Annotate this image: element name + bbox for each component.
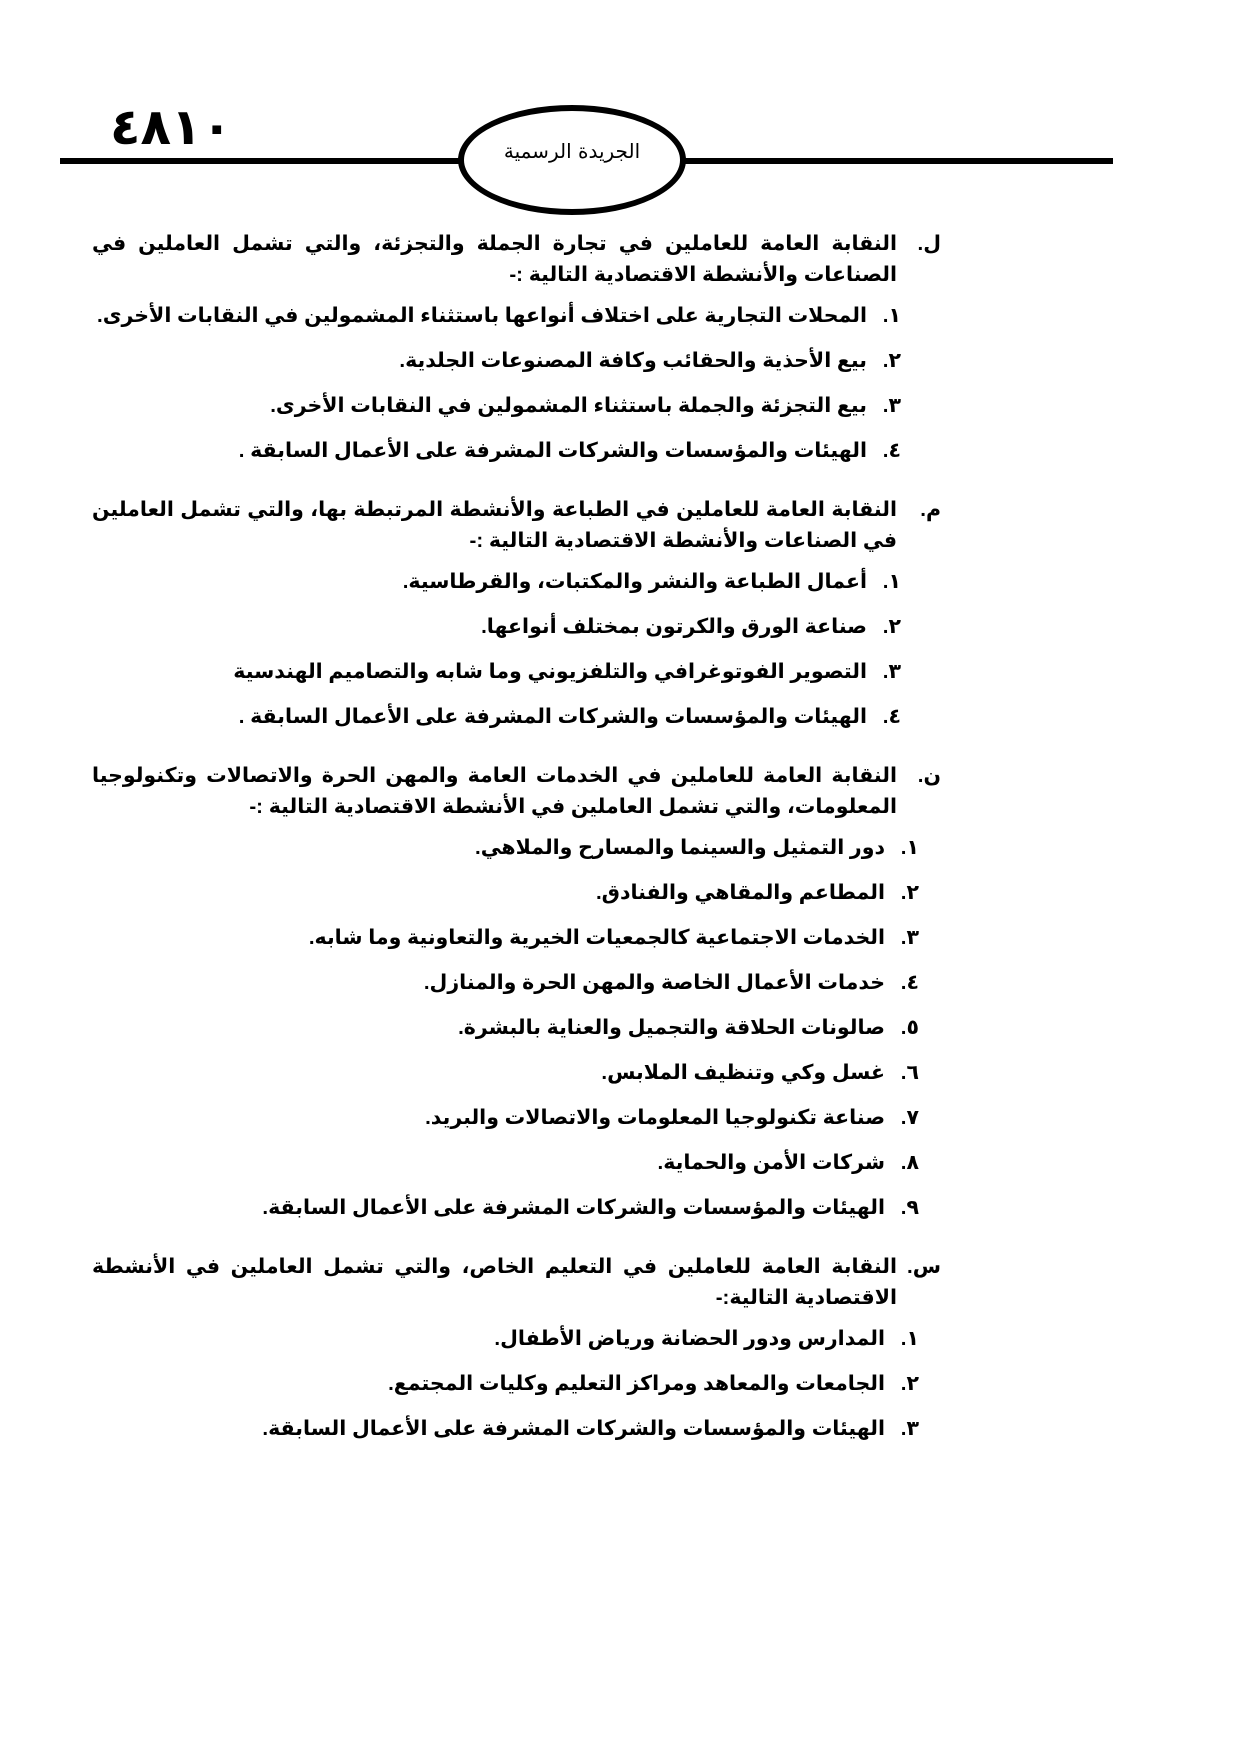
item-list bbox=[92, 1323, 941, 1444]
list-item bbox=[92, 1102, 919, 1133]
list-item bbox=[92, 611, 901, 642]
list-item bbox=[92, 1323, 919, 1354]
item-text: المحلات التجارية على اختلاف أنواعها باستثناء المشمولين في النقابات الأخرى. bbox=[97, 304, 867, 327]
item-text: الجامعات والمعاهد ومراكز التعليم وكليات المجتمع. bbox=[388, 1372, 885, 1395]
item-text: صالونات الحلاقة والتجميل والعناية بالبشرة. bbox=[458, 1016, 885, 1039]
item-list bbox=[92, 566, 941, 732]
section-text: النقابة العامة للعاملين في التعليم الخاص، والتي تشمل العاملين في الأنشطة الاقتصادية التالية:- bbox=[92, 1255, 897, 1309]
section-heading bbox=[92, 760, 941, 822]
item-number: ٤. bbox=[882, 705, 901, 728]
list-item bbox=[92, 435, 901, 466]
list-item bbox=[92, 300, 901, 331]
item-text: بيع الأحذية والحقائب وكافة المصنوعات الجلدية. bbox=[399, 349, 867, 372]
item-text: المدارس ودور الحضانة ورياض الأطفال. bbox=[494, 1327, 885, 1350]
list-item bbox=[92, 922, 919, 953]
section-text: النقابة العامة للعاملين في تجارة الجملة والتجزئة، والتي تشمل العاملين في الصناعات والأنشطة الاقتصادية التالية :- bbox=[92, 232, 897, 286]
section-text: النقابة العامة للعاملين في الخدمات العامة والمهن الحرة والاتصالات وتكنولوجيا المعلومات، والتي تشمل العاملين في الأنشطة الاقتصادية التالية :- bbox=[92, 764, 897, 818]
item-text: بيع التجزئة والجملة باستثناء المشمولين في النقابات الأخرى. bbox=[270, 394, 867, 417]
item-text: خدمات الأعمال الخاصة والمهن الحرة والمنازل. bbox=[423, 971, 885, 994]
item-number: ٢. bbox=[900, 881, 919, 904]
item-text: شركات الأمن والحماية. bbox=[657, 1151, 885, 1174]
list-item bbox=[92, 1012, 919, 1043]
list-item bbox=[92, 1413, 919, 1444]
item-number: ٤. bbox=[882, 439, 901, 462]
item-text: الهيئات والمؤسسات والشركات المشرفة على الأعمال السابقة. bbox=[262, 1417, 885, 1440]
item-number: ١. bbox=[882, 304, 901, 327]
item-number: ٧. bbox=[900, 1106, 919, 1129]
item-number: ١. bbox=[900, 836, 919, 859]
item-list bbox=[92, 300, 941, 466]
item-number: ٣. bbox=[882, 394, 901, 417]
item-number: ٦. bbox=[900, 1061, 919, 1084]
item-number: ٢. bbox=[882, 615, 901, 638]
list-item bbox=[92, 832, 919, 863]
list-item bbox=[92, 1147, 919, 1178]
item-text: دور التمثيل والسينما والمسارح والملاهي. bbox=[475, 836, 885, 859]
item-number: ٣. bbox=[900, 926, 919, 949]
item-text: أعمال الطباعة والنشر والمكتبات، والقرطاسية. bbox=[402, 570, 867, 593]
item-list bbox=[92, 832, 941, 1223]
list-item bbox=[92, 656, 901, 687]
gazette-title-oval bbox=[458, 105, 686, 215]
gazette-title: الجريدة الرسمية bbox=[503, 139, 641, 163]
section-lam bbox=[92, 228, 941, 466]
section-heading bbox=[92, 1251, 941, 1313]
list-item bbox=[92, 967, 919, 998]
item-number: ٣. bbox=[882, 660, 901, 683]
section-sin bbox=[92, 1251, 941, 1444]
item-number: ٤. bbox=[900, 971, 919, 994]
list-item bbox=[92, 345, 901, 376]
item-text: المطاعم والمقاهي والفنادق. bbox=[595, 881, 885, 904]
item-text: الهيئات والمؤسسات والشركات المشرفة على الأعمال السابقة . bbox=[238, 705, 867, 728]
item-text: الهيئات والمؤسسات والشركات المشرفة على الأعمال السابقة. bbox=[262, 1196, 885, 1219]
page-number: ٤٨١٠ bbox=[110, 98, 233, 156]
item-text: غسل وكي وتنظيف الملابس. bbox=[601, 1061, 885, 1084]
item-text: التصوير الفوتوغرافي والتلفزيوني وما شابه والتصاميم الهندسية bbox=[233, 660, 867, 683]
list-item bbox=[92, 566, 901, 597]
item-number: ٢. bbox=[882, 349, 901, 372]
section-letter: م. bbox=[920, 498, 941, 521]
item-text: الهيئات والمؤسسات والشركات المشرفة على الأعمال السابقة . bbox=[238, 439, 867, 462]
item-text: صناعة تكنولوجيا المعلومات والاتصالات والبريد. bbox=[425, 1106, 885, 1129]
section-text: النقابة العامة للعاملين في الطباعة والأنشطة المرتبطة بها، والتي تشمل العاملين في الصناعات والأنشطة الاقتصادية التالية :- bbox=[92, 498, 897, 552]
item-number: ١. bbox=[900, 1327, 919, 1350]
item-number: ٩. bbox=[900, 1196, 919, 1219]
list-item bbox=[92, 701, 901, 732]
item-number: ٥. bbox=[900, 1016, 919, 1039]
item-number: ١. bbox=[882, 570, 901, 593]
list-item bbox=[92, 877, 919, 908]
section-heading bbox=[92, 494, 941, 556]
section-mim bbox=[92, 494, 941, 732]
list-item bbox=[92, 1368, 919, 1399]
item-number: ٨. bbox=[900, 1151, 919, 1174]
item-number: ٣. bbox=[900, 1417, 919, 1440]
list-item bbox=[92, 1057, 919, 1088]
item-text: صناعة الورق والكرتون بمختلف أنواعها. bbox=[481, 615, 867, 638]
section-nun bbox=[92, 760, 941, 1223]
document-body bbox=[92, 228, 941, 1468]
section-letter: ن. bbox=[917, 764, 941, 787]
section-heading bbox=[92, 228, 941, 290]
section-letter: ل. bbox=[917, 232, 941, 255]
section-letter: س. bbox=[907, 1255, 941, 1278]
list-item bbox=[92, 390, 901, 421]
list-item bbox=[92, 1192, 919, 1223]
item-number: ٢. bbox=[900, 1372, 919, 1395]
item-text: الخدمات الاجتماعية كالجمعيات الخيرية والتعاونية وما شابه. bbox=[308, 926, 885, 949]
